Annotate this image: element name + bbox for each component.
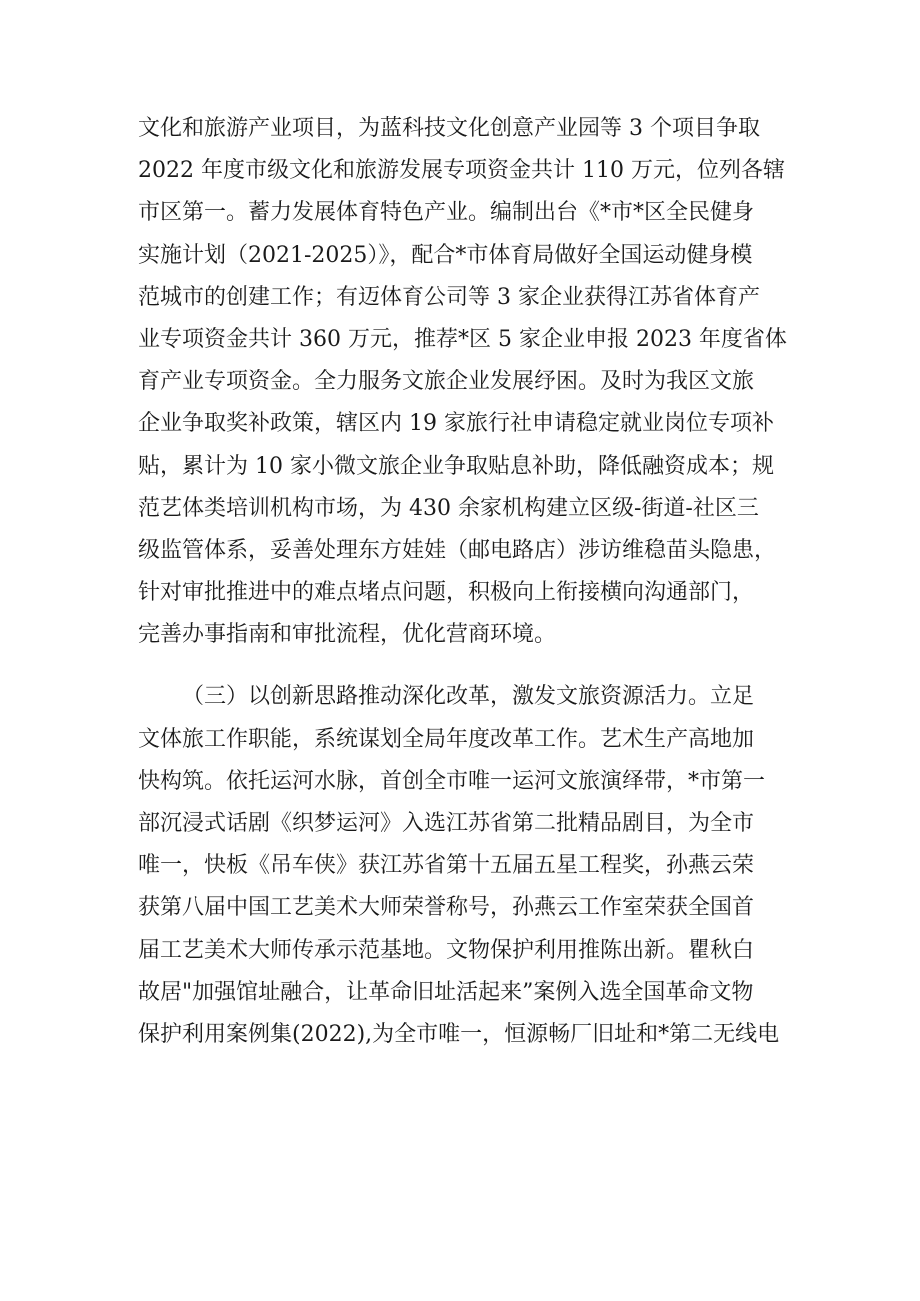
text-line: 贴，累计为 10 家小微文旅企业争取贴息补助，降低融资成本；规 (138, 453, 774, 479)
text-line: 范城市的创建工作；有迈体育公司等 3 家企业获得江苏省体育产 (138, 284, 760, 310)
text-line: 完善办事指南和审批流程，优化营商环境。 (138, 622, 557, 648)
paragraph-industry-projects (138, 108, 798, 656)
text-line-first: （三）以创新思路推动深化改革，激发文旅资源活力。立足 (182, 684, 755, 710)
text-line: 届工艺美术大师传承示范基地。文物保护利用推陈出新。瞿秋白 (138, 937, 755, 963)
text-line: 唯一，快板《吊车侠》获江苏省第十五届五星工程奖，孙燕云荣 (138, 853, 755, 879)
text-line: 业专项资金共计 360 万元，推荐*区 5 家企业申报 2023 年度省体 (138, 326, 787, 352)
text-line: 文化和旅游产业项目，为蓝科技文化创意产业园等 3 个项目争取 (138, 116, 760, 141)
text-line: 保护利用案例集(2022),为全市唯一，恒源畅厂旧址和*第二无线电 (138, 1021, 780, 1047)
text-line: 故居"加强馆址融合，让革命旧址活起来”案例入选全国革命文物 (138, 979, 754, 1005)
text-line: 企业争取奖补政策，辖区内 19 家旅行社申请稳定就业岗位专项补 (138, 411, 774, 437)
text-line: 快构筑。依托运河水脉，首创全市唯一运河文旅演绎带，*市第一 (138, 768, 766, 794)
text-line: 市区第一。蓄力发展体育特色产业。编制出台《*市*区全民健身 (138, 200, 755, 226)
text-line: 部沉浸式话剧《织梦运河》入选江苏省第二批精品剧目，为全市 (138, 811, 755, 836)
text-line: 文体旅工作职能，系统谋划全局年度改革工作。艺术生产高地加 (138, 726, 755, 752)
text-line: 获第八届中国工艺美术大师荣誉称号，孙燕云工作室荣获全国首 (138, 895, 755, 921)
text-line: 育产业专项资金。全力服务文旅企业发展纾困。及时为我区文旅 (138, 369, 755, 395)
document-body (138, 108, 798, 1056)
text-line: 范艺体类培训机构市场，为 430 余家机构建立区级-街道-社区三 (138, 495, 759, 521)
paragraph-spacer (138, 656, 798, 676)
text-line: 2022 年度市级文化和旅游发展专项资金共计 110 万元，位列各辖 (138, 158, 785, 184)
paragraph-reform-section (138, 676, 798, 1056)
text-line: 实施计划（2021-2025）》，配合*市体育局做好全国运动健身模 (138, 242, 753, 268)
text-line: 级监管体系，妥善处理东方娃娃（邮电路店）涉访维稳苗头隐患， (138, 537, 777, 563)
text-line: 针对审批推进中的难点堵点问题，积极向上衔接横向沟通部门， (138, 580, 755, 606)
